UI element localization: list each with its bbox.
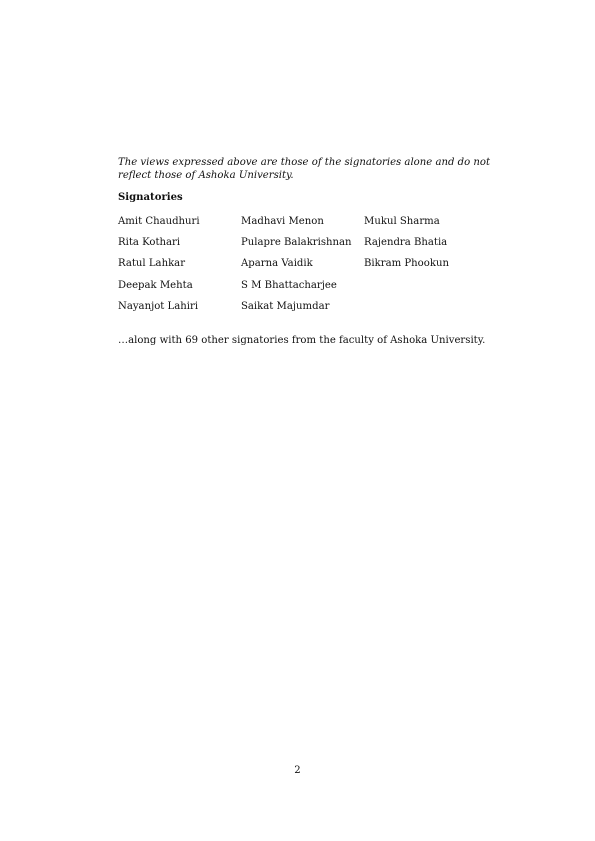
signatories-heading: Signatories	[118, 192, 183, 203]
signatory-name: Pulapre Balakrishnan	[241, 237, 352, 249]
disclaimer-text: The views expressed above are those of the signatories alone and do not reflect those of Ashoka University.	[118, 157, 491, 181]
signatory-name: Deepak Mehta	[118, 279, 193, 291]
closing-text: …along with 69 other signatories from the faculty of Ashoka University.	[118, 335, 486, 346]
signatory-name: Rajendra Bhatia	[364, 237, 448, 249]
signatory-name: Amit Chaudhuri	[118, 216, 200, 227]
signatory-name: Madhavi Menon	[241, 216, 324, 227]
signatory-name: Ratul Lahkar	[118, 258, 186, 270]
signatories-column-1	[118, 216, 200, 322]
signatories-column-3	[364, 216, 449, 280]
signatory-name: Saikat Majumdar	[241, 300, 330, 312]
page-number: 2	[294, 765, 301, 776]
signatories-column-2	[241, 216, 352, 322]
signatory-name: Rita Kothari	[118, 237, 181, 249]
signatory-name: Bikram Phookun	[364, 258, 449, 270]
signatory-name: S M Bhattacharjee	[241, 279, 337, 291]
signatory-name: Nayanjot Lahiri	[118, 300, 199, 312]
signatory-name: Aparna Vaidik	[241, 258, 313, 270]
signatory-name: Mukul Sharma	[364, 216, 440, 227]
